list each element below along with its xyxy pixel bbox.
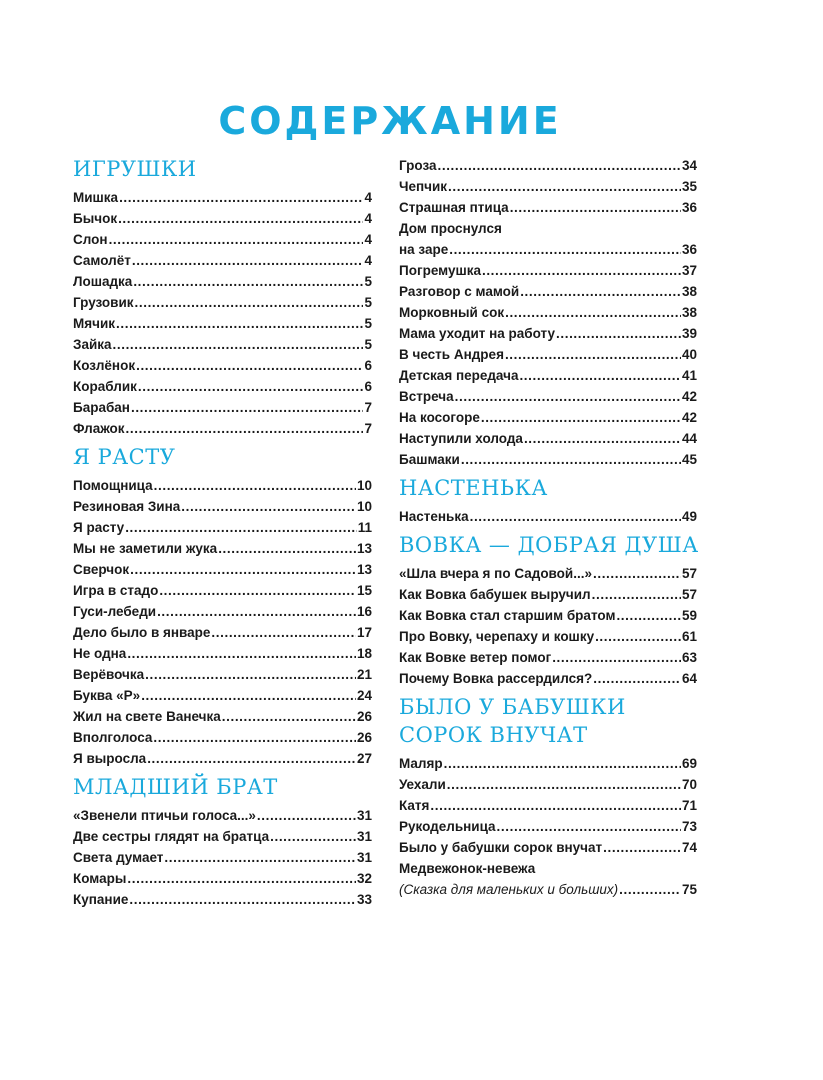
toc-entry xyxy=(399,239,697,260)
entry-title: Лошадка xyxy=(73,274,133,289)
toc-entry xyxy=(73,355,372,376)
dot-leader xyxy=(592,584,681,605)
page-number: 26 xyxy=(356,709,372,724)
toc-left-column xyxy=(73,155,372,910)
toc-entry xyxy=(73,805,372,826)
entry-title: Чепчик xyxy=(399,179,448,194)
entry-title: Уехали xyxy=(399,777,446,792)
page-number: 71 xyxy=(681,798,697,813)
toc-entry xyxy=(73,334,372,355)
dot-leader xyxy=(138,376,364,397)
entry-title: Разговор с мамой xyxy=(399,284,520,299)
page-number: 38 xyxy=(681,284,697,299)
page-number: 64 xyxy=(681,671,697,686)
dot-leader xyxy=(153,727,356,748)
toc-entry xyxy=(399,344,697,365)
toc-entry xyxy=(73,748,372,769)
dot-leader xyxy=(154,475,356,496)
dot-leader xyxy=(552,647,681,668)
page-number: 35 xyxy=(681,179,697,194)
page-title: СОДЕРЖАНИЕ xyxy=(218,99,562,143)
entry-title: Встреча xyxy=(399,389,454,404)
entry-title: Самолёт xyxy=(73,253,131,268)
page-number: 41 xyxy=(681,368,697,383)
entry-title: Про Вовку, черепаху и кошку xyxy=(399,629,595,644)
entry-title: Как Вовка стал старшим братом xyxy=(399,608,616,623)
entry-title: Комары xyxy=(73,871,127,886)
dot-leader xyxy=(218,538,356,559)
dot-leader xyxy=(145,664,356,685)
toc-entry xyxy=(73,229,372,250)
entry-title: Я выросла xyxy=(73,751,147,766)
page-number: 15 xyxy=(356,583,372,598)
dot-leader xyxy=(505,344,681,365)
page-number: 26 xyxy=(356,730,372,745)
dot-leader xyxy=(132,250,364,271)
toc-entry xyxy=(399,753,697,774)
page-number: 74 xyxy=(681,840,697,855)
entry-title: Бычок xyxy=(73,211,118,226)
page-number: 31 xyxy=(356,808,372,823)
dot-leader xyxy=(519,365,681,386)
section-title: СОРОК ВНУЧАТ xyxy=(399,723,588,747)
toc-entry xyxy=(399,506,697,527)
entry-title: на заре xyxy=(399,242,449,257)
toc-entry xyxy=(399,668,697,689)
dot-leader xyxy=(593,668,681,689)
page-number: 11 xyxy=(357,520,372,535)
toc-entry xyxy=(73,643,372,664)
entry-title: Погремушка xyxy=(399,263,481,278)
entry-title: Верёвочка xyxy=(73,667,145,682)
dot-leader xyxy=(505,302,681,323)
toc-entry xyxy=(73,580,372,601)
page-number: 42 xyxy=(681,410,697,425)
toc-entry xyxy=(399,563,697,584)
page-number: 59 xyxy=(681,608,697,623)
toc-entry xyxy=(399,302,697,323)
toc-entry xyxy=(399,176,697,197)
toc-entry xyxy=(73,208,372,229)
dot-leader xyxy=(159,580,356,601)
toc-entry xyxy=(73,418,372,439)
dot-leader xyxy=(222,706,356,727)
section-title: МЛАДШИЙ БРАТ xyxy=(73,775,278,799)
dot-leader xyxy=(481,407,681,428)
page-number: 24 xyxy=(356,688,372,703)
toc-entry xyxy=(399,795,697,816)
entry-title: Мишка xyxy=(73,190,119,205)
entry-title: На косогоре xyxy=(399,410,480,425)
dot-leader xyxy=(619,879,681,900)
entry-title: Жил на свете Ванечка xyxy=(73,709,221,724)
page-number: 5 xyxy=(364,337,372,352)
toc-entry xyxy=(399,155,697,176)
page-number: 5 xyxy=(364,316,372,331)
dot-leader xyxy=(116,313,363,334)
section-title: Я РАСТУ xyxy=(73,445,176,469)
toc-entry xyxy=(73,685,372,706)
toc-entry xyxy=(73,868,372,889)
page-number: 73 xyxy=(681,819,697,834)
entry-title: Вполголоса xyxy=(73,730,153,745)
page-number: 36 xyxy=(681,200,697,215)
dot-leader xyxy=(510,197,681,218)
toc-entry xyxy=(399,774,697,795)
dot-leader xyxy=(119,187,363,208)
toc-entry xyxy=(399,197,697,218)
entry-title: Гроза xyxy=(399,158,437,173)
section-title: БЫЛО У БАБУШКИ xyxy=(399,695,626,719)
dot-leader xyxy=(141,685,356,706)
page-number: 69 xyxy=(681,756,697,771)
page-number: 31 xyxy=(356,850,372,865)
page-number: 34 xyxy=(681,158,697,173)
section-title: ИГРУШКИ xyxy=(73,157,197,181)
toc-entry xyxy=(399,605,697,626)
entry-title: Света думает xyxy=(73,850,164,865)
dot-leader xyxy=(147,748,356,769)
toc-entry xyxy=(73,397,372,418)
toc-entry xyxy=(73,847,372,868)
toc-entry xyxy=(399,407,697,428)
page-number: 21 xyxy=(356,667,372,682)
dot-leader xyxy=(447,774,681,795)
dot-leader xyxy=(211,622,356,643)
section-title: ВОВКА — ДОБРАЯ ДУША xyxy=(399,533,699,557)
dot-leader xyxy=(449,239,681,260)
toc-entry xyxy=(73,559,372,580)
toc-entry xyxy=(399,323,697,344)
toc-entry xyxy=(73,664,372,685)
toc-entry xyxy=(73,313,372,334)
entry-title: Не одна xyxy=(73,646,127,661)
entry-title: Мама уходит на работу xyxy=(399,326,556,341)
entry-title: Морковный сок xyxy=(399,305,505,320)
toc-entry xyxy=(399,449,697,470)
entry-subtitle: (Сказка для маленьких и больших) xyxy=(399,882,619,897)
dot-leader xyxy=(524,428,681,449)
page-number: 36 xyxy=(681,242,697,257)
toc-entry xyxy=(399,281,697,302)
dot-leader xyxy=(270,826,356,847)
dot-leader xyxy=(136,355,363,376)
entry-title: Было у бабушки сорок внучат xyxy=(399,840,603,855)
entry-title: Козлёнок xyxy=(73,358,136,373)
entry-title: Грузовик xyxy=(73,295,134,310)
entry-title: Сверчок xyxy=(73,562,130,577)
page-number: 27 xyxy=(356,751,372,766)
entry-title: Почему Вовка рассердился? xyxy=(399,671,593,686)
page-number: 4 xyxy=(364,190,372,205)
toc-entry xyxy=(73,826,372,847)
page-number: 39 xyxy=(681,326,697,341)
page-number: 13 xyxy=(356,562,372,577)
page-number: 16 xyxy=(356,604,372,619)
entry-title: Резиновая Зина xyxy=(73,499,181,514)
entry-title: Буква «Р» xyxy=(73,688,141,703)
dot-leader xyxy=(157,601,356,622)
dot-leader xyxy=(430,795,681,816)
dot-leader xyxy=(470,506,681,527)
entry-title: Игра в стадо xyxy=(73,583,159,598)
entry-title: Рукодельница xyxy=(399,819,496,834)
entry-title: Я расту xyxy=(73,520,125,535)
page-number: 61 xyxy=(681,629,697,644)
entry-title: Как Вовка бабушек выручил xyxy=(399,587,591,602)
toc-entry xyxy=(73,376,372,397)
page-number: 4 xyxy=(364,232,372,247)
entry-title: Мы не заметили жука xyxy=(73,541,218,556)
dot-leader xyxy=(595,626,681,647)
page-number: 42 xyxy=(681,389,697,404)
entry-title: Барабан xyxy=(73,400,130,415)
page-number: 6 xyxy=(364,379,372,394)
page-number: 6 xyxy=(364,358,372,373)
page-number: 5 xyxy=(364,274,372,289)
dot-leader xyxy=(448,176,681,197)
page-number: 7 xyxy=(364,421,372,436)
entry-title: Слон xyxy=(73,232,108,247)
entry-title: Дело было в январе xyxy=(73,625,211,640)
dot-leader xyxy=(135,292,364,313)
page-number: 4 xyxy=(364,253,372,268)
page-number: 18 xyxy=(356,646,372,661)
dot-leader xyxy=(497,816,681,837)
page-number: 38 xyxy=(681,305,697,320)
section-title: НАСТЕНЬКА xyxy=(399,476,548,500)
dot-leader xyxy=(133,271,363,292)
dot-leader xyxy=(127,643,356,664)
entry-title: «Звенели птичьи голоса...» xyxy=(73,808,256,823)
dot-leader xyxy=(482,260,681,281)
dot-leader xyxy=(164,847,356,868)
toc-entry xyxy=(399,837,697,858)
entry-title: Мячик xyxy=(73,316,116,331)
entry-title: Наступили холода xyxy=(399,431,523,446)
entry-title: Флажок xyxy=(73,421,125,436)
dot-leader xyxy=(126,418,364,439)
dot-leader xyxy=(257,805,356,826)
dot-leader xyxy=(444,753,681,774)
entry-title: Катя xyxy=(399,798,430,813)
toc-entry xyxy=(73,187,372,208)
dot-leader xyxy=(438,155,681,176)
toc-entry-first-line: Дом проснулся xyxy=(399,221,502,236)
toc-entry xyxy=(399,365,697,386)
entry-title: Как Вовке ветер помог xyxy=(399,650,552,665)
dot-leader xyxy=(603,837,681,858)
page-number: 40 xyxy=(681,347,697,362)
entry-title: В честь Андрея xyxy=(399,347,504,362)
dot-leader xyxy=(125,517,357,538)
toc-entry xyxy=(73,706,372,727)
dot-leader xyxy=(461,449,681,470)
page-number: 33 xyxy=(356,892,372,907)
page-number: 10 xyxy=(356,478,372,493)
toc-entry xyxy=(73,622,372,643)
page-number: 70 xyxy=(681,777,697,792)
dot-leader xyxy=(616,605,681,626)
toc-entry xyxy=(399,879,697,900)
entry-title: Гуси-лебеди xyxy=(73,604,157,619)
page-number: 49 xyxy=(681,509,697,524)
page-number: 57 xyxy=(681,587,697,602)
toc-entry xyxy=(399,647,697,668)
toc-entry xyxy=(73,601,372,622)
toc-entry xyxy=(73,538,372,559)
entry-title: Две сестры глядят на братца xyxy=(73,829,270,844)
toc-entry xyxy=(399,584,697,605)
toc-entry xyxy=(399,260,697,281)
dot-leader xyxy=(181,496,356,517)
entry-title: Кораблик xyxy=(73,379,137,394)
page-number: 13 xyxy=(356,541,372,556)
page-number: 32 xyxy=(356,871,372,886)
dot-leader xyxy=(127,868,356,889)
entry-title: «Шла вчера я по Садовой...» xyxy=(399,566,592,581)
toc-entry xyxy=(73,475,372,496)
entry-title: Детская передача xyxy=(399,368,519,383)
toc-right-column xyxy=(399,155,697,900)
toc-entry xyxy=(73,517,372,538)
toc-entry xyxy=(73,271,372,292)
page-number: 4 xyxy=(364,211,372,226)
dot-leader xyxy=(129,889,356,910)
toc-entry xyxy=(73,292,372,313)
entry-title: Помощница xyxy=(73,478,153,493)
toc-entry xyxy=(399,386,697,407)
toc-entry xyxy=(399,428,697,449)
entry-title: Страшная птица xyxy=(399,200,509,215)
page-number: 7 xyxy=(364,400,372,415)
toc-entry xyxy=(399,816,697,837)
page-number: 17 xyxy=(356,625,372,640)
page-number: 75 xyxy=(681,882,697,897)
entry-title: Маляр xyxy=(399,756,443,771)
dot-leader xyxy=(109,229,364,250)
toc-entry xyxy=(73,889,372,910)
page-number: 5 xyxy=(364,295,372,310)
page-number: 10 xyxy=(356,499,372,514)
dot-leader xyxy=(520,281,681,302)
page-number: 45 xyxy=(681,452,697,467)
toc-entry xyxy=(399,626,697,647)
entry-title: Купание xyxy=(73,892,129,907)
toc-entry xyxy=(73,250,372,271)
dot-leader xyxy=(455,386,681,407)
dot-leader xyxy=(130,559,356,580)
dot-leader xyxy=(118,208,363,229)
dot-leader xyxy=(593,563,681,584)
page-number: 31 xyxy=(356,829,372,844)
toc-entry-first-line: Медвежонок-невежа xyxy=(399,861,536,876)
entry-title: Настенька xyxy=(399,509,469,524)
page-number: 37 xyxy=(681,263,697,278)
dot-leader xyxy=(131,397,364,418)
dot-leader xyxy=(556,323,681,344)
entry-title: Башмаки xyxy=(399,452,460,467)
page-number: 44 xyxy=(681,431,697,446)
dot-leader xyxy=(113,334,364,355)
page-number: 63 xyxy=(681,650,697,665)
entry-title: Зайка xyxy=(73,337,112,352)
toc-entry xyxy=(73,496,372,517)
toc-entry xyxy=(73,727,372,748)
page-number: 57 xyxy=(681,566,697,581)
